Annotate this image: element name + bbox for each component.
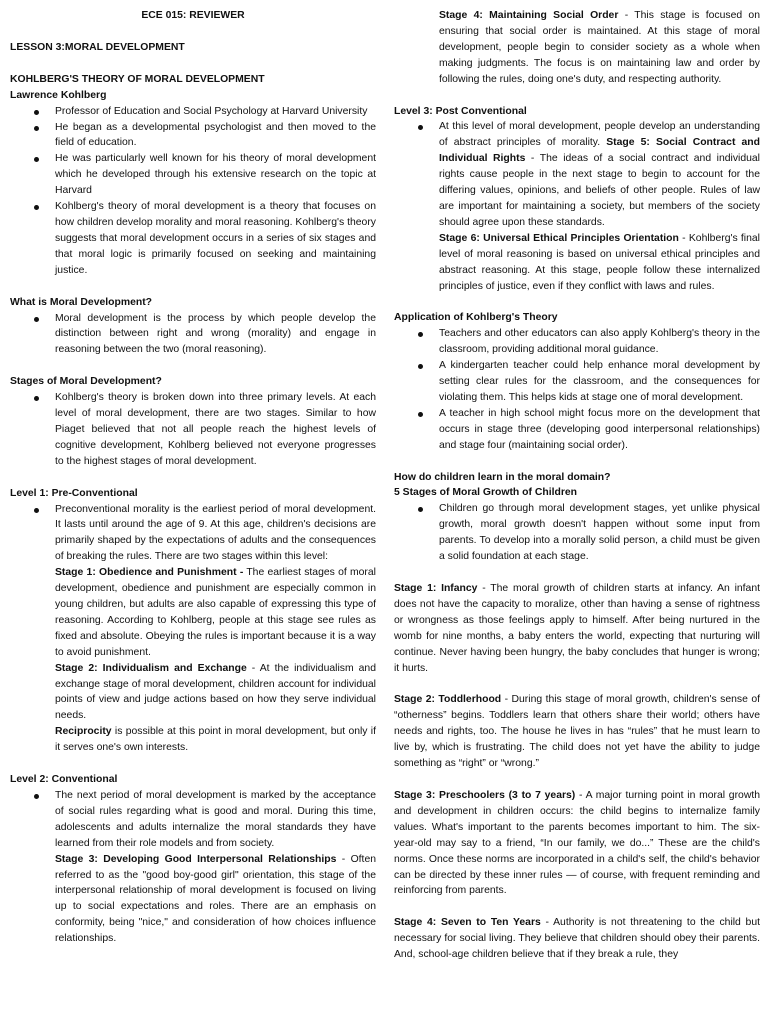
stage1-text: The earliest stages of moral development, obedience and punishment are especially common in young children, but adults are also capable of expressing this type of reasoning. According to Kohlberg, people at this stage see rules as fixed and absolute. Obeying the rules is important because it is a way to avoid punishment.: [55, 567, 376, 658]
kohlberg-theory-heading: KOHLBERG'S THEORY OF MORAL DEVELOPMENT: [10, 73, 265, 85]
list-item: Professor of Education and Social Psychology at Harvard University: [10, 104, 376, 120]
list-item: Kohlberg's theory is broken down into three primary levels. At each level of moral development, there are two stages. Similar to how Piaget believed that not all people reach the highest levels of cognitive development, Kohlberg believed not everyone progresses to the highest stages of moral development.: [10, 390, 376, 470]
stage5-label: Stage 5: Social Contract and Individual Rights: [439, 137, 760, 165]
learn-heading: How do children learn in the moral domain?: [394, 471, 611, 483]
level1-heading: Level 1: Pre-Conventional: [10, 487, 138, 499]
stage6-text: - Kohlberg's final level of moral reasoning is based on universal ethical principles and abstract reasoning. At this stage, people follow these internalized principles of justice, even if they conflict with laws and rules.: [439, 232, 760, 292]
stage5-text: - The ideas of a social contract and individual rights cause people in the next stage to begin to account for the differing values, opinions, and beliefs of other people. Rules of law are important for maintaining a society, but members of the society should agree upon these standards.: [439, 153, 760, 228]
list-item: Preconventional morality is the earliest period of moral development. It lasts until around the age of 9. At this age, children's decisions are primarily shaped by the expectations of adults and the consequences of breaking the rules. There are two stages within this level:: [10, 502, 376, 566]
stage2-label: Stage 2: Individualism and Exchange: [55, 662, 247, 674]
list-item: Teachers and other educators can also apply Kohlberg's theory in the classroom, providing additional moral guidance.: [394, 326, 760, 358]
preschool-text: - A major turning point in moral growth and development in children occurs: the child begins to internalize family values. What's important to the parents becomes important to him. The six-year-old may say to a friend, “In our family, we do...” These are the child's norms. Once these norms are incorporated in a child's self, the child's behavior can be directed by these inner rules — of course, with frequent reminding and reinforcing from parents.: [394, 789, 760, 897]
toddler-paragraph: [394, 692, 760, 772]
seven-text: - Authority is not threatening to the child but necessary for social living. They believe that children should obey their parents. And, school-age children believe that if they break a rule, they: [394, 917, 760, 961]
what-bullet-list: [10, 311, 376, 359]
list-item: [394, 119, 760, 230]
stage4-paragraph: [394, 8, 760, 88]
what-is-moral-development-heading: What is Moral Development?: [10, 296, 153, 308]
seven-to-ten-paragraph: [394, 915, 760, 963]
growth-bullet-list: [394, 501, 760, 565]
stage3-text: - Often referred to as the "good boy-good girl" orientation, this stage of the interpersonal relationship of moral development is focused on living up to social expectations and roles. There are an emphasis on conformity, being "nice," and consideration of how choices influence relationships.: [55, 853, 376, 945]
list-item: Children go through moral development stages, yet unlike physical growth, moral growth doesn't happen without some input from parents. To develop into a morally solid person, a child must be given a solid foundation at each stage.: [394, 501, 760, 565]
application-bullet-list: [394, 326, 760, 453]
list-item: Kohlberg's theory of moral development is a theory that focuses on how children develop morality and moral reasoning. Kohlberg's theory suggests that moral development occurs in a series of six stages and that moral logic is primarily focused on seeking and maintaining justice.: [10, 199, 376, 279]
kohlberg-name-heading: Lawrence Kohlberg: [10, 89, 107, 101]
preschool-paragraph: [394, 788, 760, 899]
level3-heading: Level 3: Post Conventional: [394, 105, 527, 117]
list-item: He began as a developmental psychologist and then moved to the field of education.: [10, 120, 376, 152]
list-item: He was particularly well known for his theory of moral development which he developed through his extensive research on the topic at Harvard: [10, 151, 376, 199]
stage1-paragraph: [10, 565, 376, 660]
left-column: [10, 8, 376, 947]
stage4-text: - This stage is focused on ensuring that social order is maintained. At this stage of moral development, people begin to consider society as a whole when making judgments. The focus is on maintaining law and order by following the rules, doing one's duty, and respecting authority.: [439, 10, 760, 85]
stage3-label: Stage 3: Developing Good Interpersonal Relationships: [55, 853, 337, 865]
application-heading: Application of Kohlberg's Theory: [394, 312, 558, 324]
infancy-label: Stage 1: Infancy: [394, 583, 478, 594]
growth-heading: 5 Stages of Moral Growth of Children: [394, 487, 578, 499]
stage6-paragraph: [394, 231, 760, 295]
toddler-text: - During this stage of moral growth, children's sense of “otherness” begins. Toddlers learn that others share their world; others have needs and rights, too. The house he lives in has “rules” that he must learn to live by, which is frustrating. The child does not yet have the ability to judge something as “right” or “wrong.”: [394, 694, 760, 770]
reciprocity-paragraph: [10, 724, 376, 756]
infancy-paragraph: [394, 581, 760, 676]
list-item: Moral development is the process by which people develop the distinction between right and wrong (morality) and engage in reasoning between the two (moral reasoning).: [10, 311, 376, 359]
level2-heading: Level 2: Conventional: [10, 774, 118, 786]
infancy-text: - The moral growth of children starts at infancy. An infant does not have the capacity to moralize, other than having a sense of rightness or wrongness as those feelings apply to himself. After being nurtured in the womb for nine months, a baby enters the world, expecting that nurturing will continue. Never having been hungry, the baby concludes that hunger is wrong; it hurts.: [394, 583, 760, 674]
level3-bullet-list: [394, 119, 760, 230]
reciprocity-text: is possible at this point in moral development, but only if it serves one's own interests.: [55, 726, 376, 754]
document-title: ECE 015: REVIEWER: [141, 10, 245, 21]
level2-bullet-list: [10, 788, 376, 852]
lesson-heading: LESSON 3:MORAL DEVELOPMENT: [10, 41, 185, 53]
level1-bullet-list: [10, 502, 376, 566]
preschool-label: Stage 3: Preschoolers (3 to 7 years): [394, 789, 576, 801]
toddler-label: Stage 2: Toddlerhood: [394, 694, 502, 706]
stage1-label: Stage 1: Obedience and Punishment -: [55, 567, 244, 579]
level3-intro: At this level of moral development, people develop an understanding of abstract principles of morality.: [439, 121, 760, 149]
list-item: A teacher in high school might focus more on the development that occurs in stage three (developing good interpersonal relationships) and stage four (maintaining social order).: [394, 406, 760, 454]
right-column: [394, 8, 760, 963]
list-item: A kindergarten teacher could help enhance moral development by setting clear rules for the classroom, and the consequences for violating them. This helps kids at stage one of moral development.: [394, 358, 760, 406]
stage2-text: - At the individualism and exchange stage of moral development, children account for individual points of view and judge actions based on how they serve individual needs.: [55, 662, 376, 722]
stages-heading: Stages of Moral Development?: [10, 376, 162, 388]
kohlberg-bullet-list: [10, 104, 376, 279]
stage4-label: Stage 4: Maintaining Social Order: [439, 10, 619, 21]
seven-label: Stage 4: Seven to Ten Years: [394, 917, 541, 929]
stages-bullet-list: [10, 390, 376, 470]
stage2-paragraph: [10, 661, 376, 725]
reciprocity-label: Reciprocity: [55, 726, 112, 738]
stage6-label: Stage 6: Universal Ethical Principles Orientation: [439, 232, 679, 244]
stage3-paragraph: [10, 852, 376, 947]
list-item: The next period of moral development is marked by the acceptance of social rules regarding what is good and moral. During this time, adolescents and adults internalize the moral standards they have learned from their role models and from society.: [10, 788, 376, 852]
